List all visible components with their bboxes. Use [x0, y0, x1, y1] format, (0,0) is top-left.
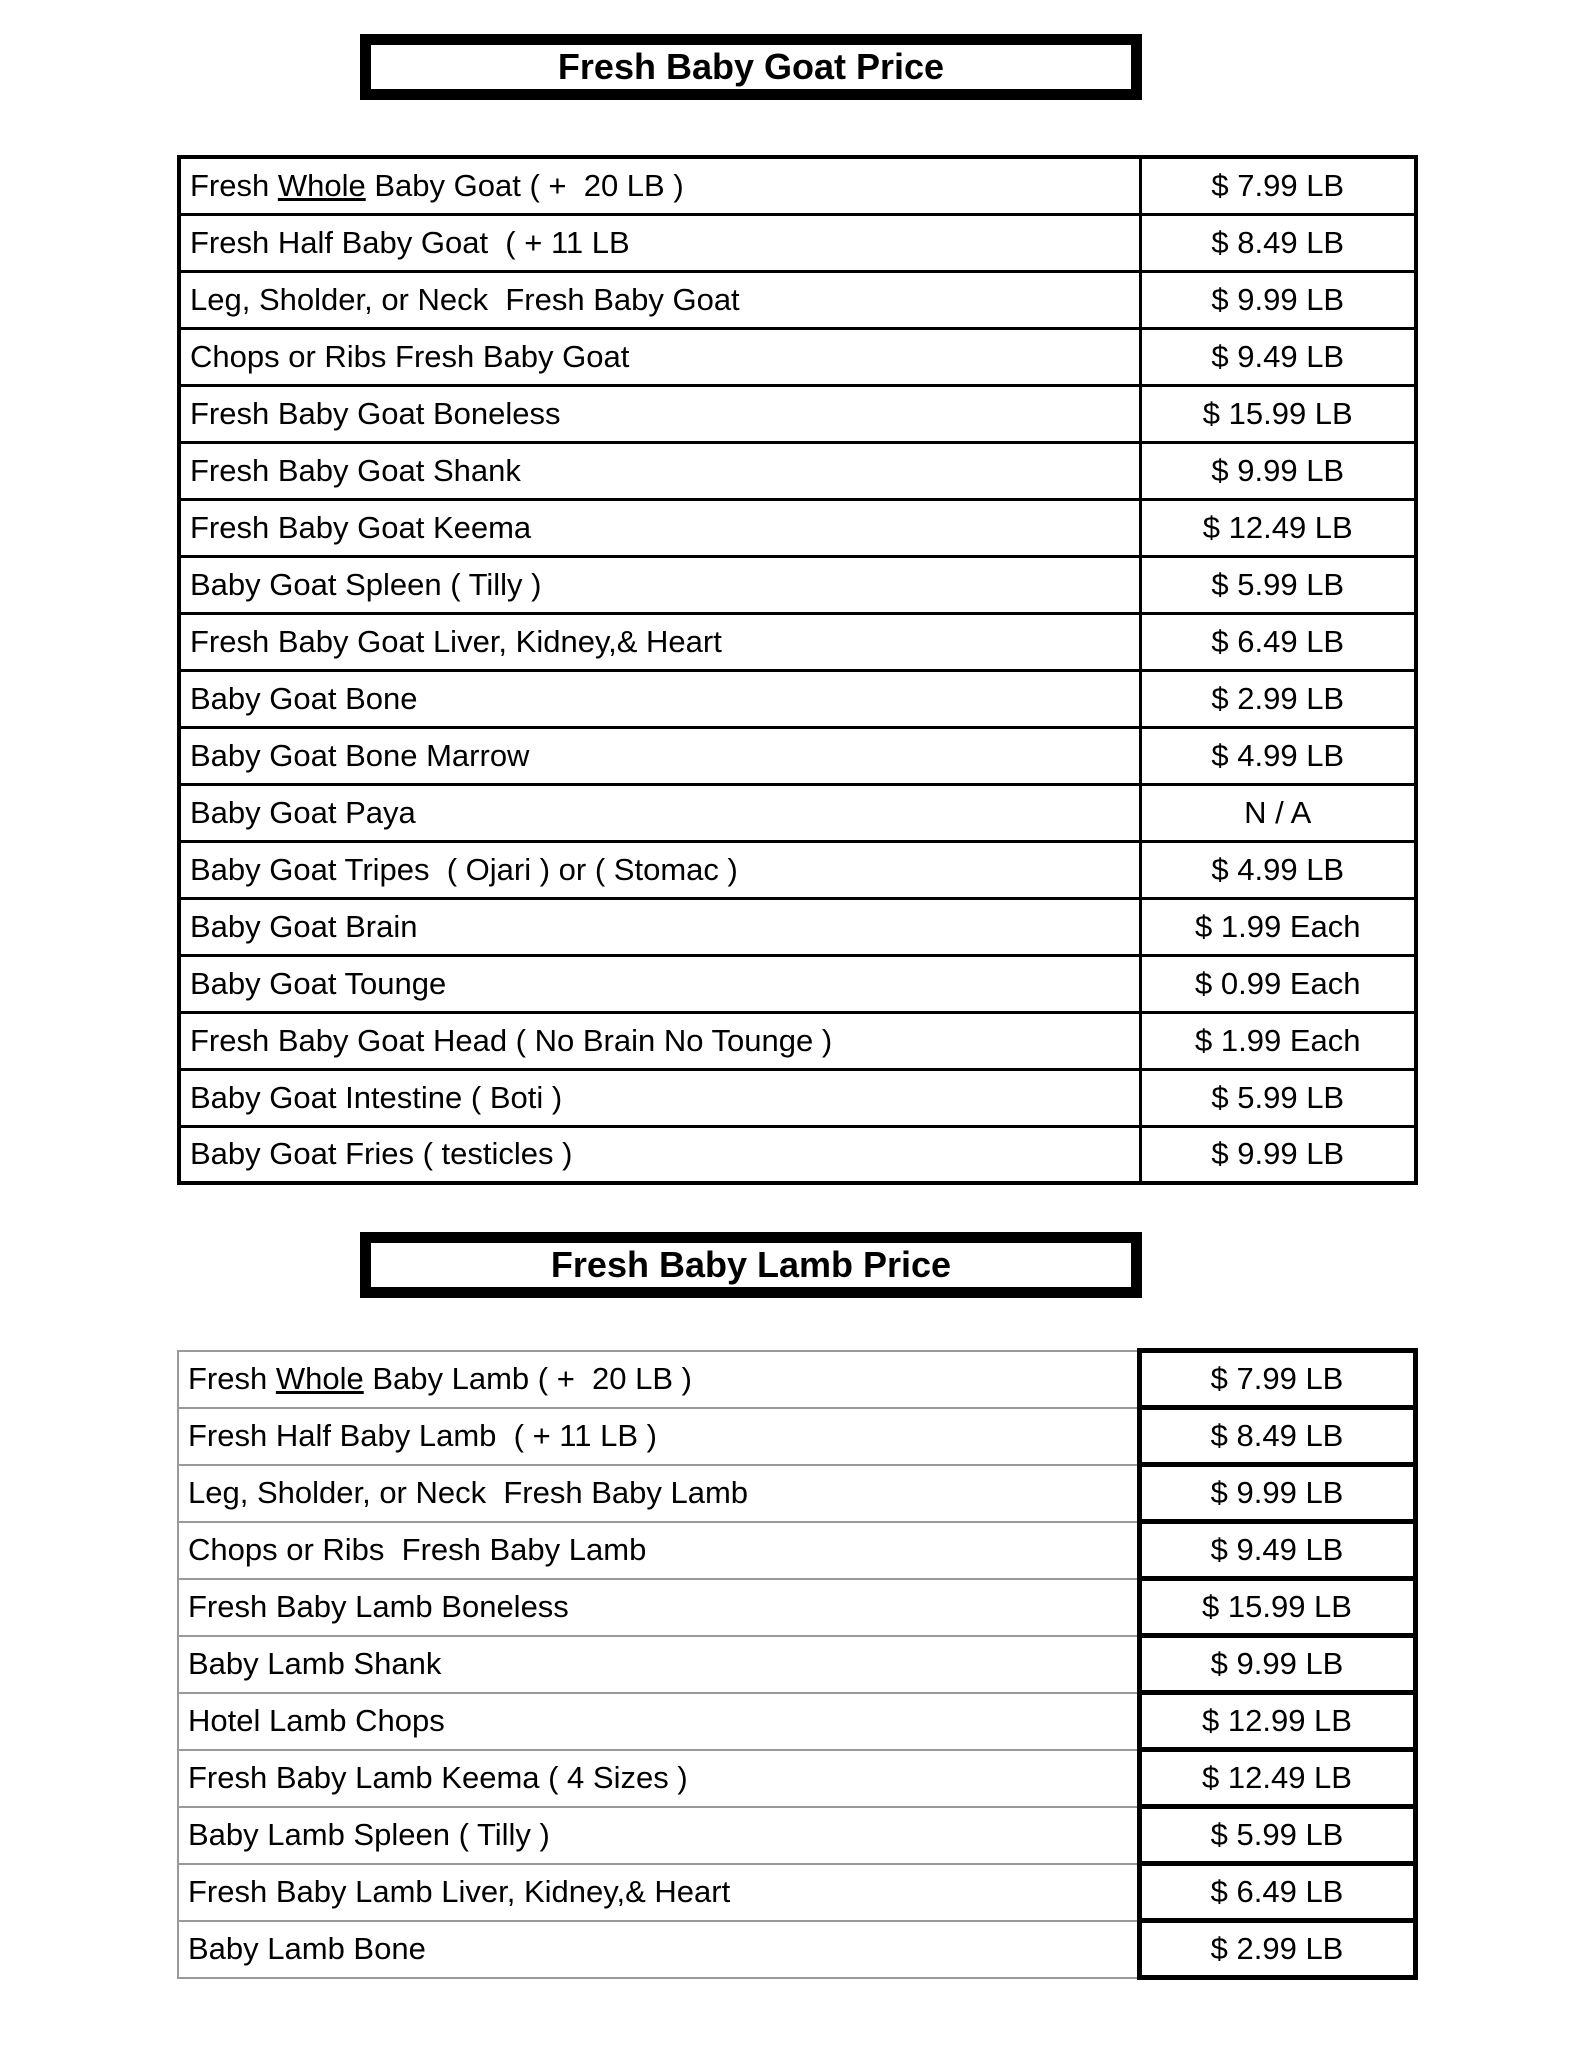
price-cell: $ 6.49 LB: [1140, 613, 1416, 670]
item-label: Fresh Half Baby Lamb ( + 11 LB ): [188, 1418, 657, 1453]
item-label: Leg, Sholder, or Neck Fresh Baby Lamb: [188, 1475, 749, 1510]
price-cell: $ 9.99 LB: [1139, 1636, 1415, 1693]
lamb-section-title-box: [360, 1232, 1142, 1298]
price-cell: $ 9.99 LB: [1140, 442, 1416, 499]
table-row: [179, 841, 1416, 898]
table-row: [179, 214, 1416, 271]
item-label: Fresh Baby Goat Head ( No Brain No Tounge ): [190, 1022, 833, 1058]
item-cell: [178, 1750, 1139, 1807]
goat-section-title-box: [360, 34, 1142, 100]
table-row: [179, 1069, 1416, 1126]
item-cell: [178, 1408, 1139, 1465]
item-cell: [179, 157, 1140, 214]
item-label: Chops or Ribs Fresh Baby Lamb: [188, 1532, 647, 1567]
item-cell: [179, 442, 1140, 499]
table-row: [178, 1351, 1415, 1408]
table-row: [178, 1636, 1415, 1693]
item-cell: [179, 499, 1140, 556]
price-cell: $ 8.49 LB: [1140, 214, 1416, 271]
table-row: [178, 1522, 1415, 1579]
item-cell: [179, 556, 1140, 613]
price-cell: $ 15.99 LB: [1139, 1579, 1415, 1636]
item-label: Baby Lamb Spleen ( Tilly ): [188, 1817, 550, 1852]
item-cell: [179, 784, 1140, 841]
price-cell: $ 2.99 LB: [1139, 1921, 1415, 1978]
item-label-underlined: Whole: [277, 167, 366, 203]
item-label: Fresh Half Baby Goat ( + 11 LB: [190, 224, 630, 260]
price-cell: $ 8.49 LB: [1139, 1408, 1415, 1465]
item-cell: [178, 1636, 1139, 1693]
table-row: [179, 898, 1416, 955]
item-label-underlined: Whole: [275, 1361, 364, 1396]
table-row: [179, 328, 1416, 385]
item-cell: [179, 841, 1140, 898]
table-row: [179, 727, 1416, 784]
table-row: [178, 1465, 1415, 1522]
item-cell: [179, 1126, 1140, 1183]
item-label: Fresh: [190, 167, 278, 203]
item-cell: [179, 214, 1140, 271]
item-cell: [179, 328, 1140, 385]
goat-section-title: Fresh Baby Goat Price: [557, 46, 945, 87]
item-cell: [178, 1921, 1139, 1978]
table-row: [179, 271, 1416, 328]
price-cell: $ 12.99 LB: [1139, 1693, 1415, 1750]
lamb-section-title: Fresh Baby Lamb Price: [550, 1244, 952, 1285]
item-cell: [179, 385, 1140, 442]
table-row: [179, 613, 1416, 670]
item-cell: [179, 955, 1140, 1012]
table-row: [178, 1807, 1415, 1864]
price-cell: $ 1.99 Each: [1140, 1012, 1416, 1069]
item-cell: [179, 1069, 1140, 1126]
price-cell: N / A: [1140, 784, 1416, 841]
goat-price-table: [177, 155, 1418, 1185]
item-cell: [178, 1522, 1139, 1579]
item-cell: [178, 1351, 1139, 1408]
table-row: [178, 1921, 1415, 1978]
price-cell: $ 7.99 LB: [1139, 1351, 1415, 1408]
price-cell: $ 1.99 Each: [1140, 898, 1416, 955]
item-cell: [178, 1693, 1139, 1750]
price-cell: $ 9.49 LB: [1140, 328, 1416, 385]
item-cell: [178, 1864, 1139, 1921]
table-row: [178, 1408, 1415, 1465]
table-row: [178, 1750, 1415, 1807]
table-row: [179, 556, 1416, 613]
item-cell: [178, 1465, 1139, 1522]
price-cell: $ 4.99 LB: [1140, 841, 1416, 898]
goat-table-body: [179, 157, 1416, 1183]
price-cell: $ 6.49 LB: [1139, 1864, 1415, 1921]
item-label: Leg, Sholder, or Neck Fresh Baby Goat: [190, 281, 740, 317]
item-cell: [179, 271, 1140, 328]
item-cell: [179, 613, 1140, 670]
price-cell: $ 7.99 LB: [1140, 157, 1416, 214]
table-row: [179, 670, 1416, 727]
item-cell: [179, 898, 1140, 955]
lamb-table-body: [178, 1351, 1415, 1978]
price-cell: $ 12.49 LB: [1139, 1750, 1415, 1807]
item-label: Baby Lamb Bone: [188, 1931, 426, 1966]
table-row: [179, 1126, 1416, 1183]
lamb-price-table: [177, 1348, 1418, 1980]
item-label-rest: Baby Lamb ( + 20 LB ): [363, 1361, 692, 1396]
price-cell: $ 4.99 LB: [1140, 727, 1416, 784]
price-cell: $ 9.99 LB: [1140, 1126, 1416, 1183]
item-label: Baby Goat Bone: [190, 680, 418, 716]
item-label: Baby Goat Bone Marrow: [190, 737, 530, 773]
item-label: Baby Goat Intestine ( Boti ): [190, 1079, 563, 1115]
table-row: [179, 499, 1416, 556]
item-label: Baby Goat Brain: [190, 908, 418, 944]
price-cell: $ 0.99 Each: [1140, 955, 1416, 1012]
table-row: [179, 385, 1416, 442]
item-label: Baby Goat Spleen ( Tilly ): [190, 566, 542, 602]
item-label: Fresh Baby Goat Shank: [190, 452, 521, 488]
price-cell: $ 5.99 LB: [1139, 1807, 1415, 1864]
item-cell: [179, 727, 1140, 784]
price-cell: $ 15.99 LB: [1140, 385, 1416, 442]
item-label: Fresh Baby Goat Keema: [190, 509, 532, 545]
price-cell: $ 9.99 LB: [1140, 271, 1416, 328]
table-row: [178, 1864, 1415, 1921]
price-cell: $ 9.49 LB: [1139, 1522, 1415, 1579]
item-label: Fresh: [188, 1361, 276, 1396]
item-cell: [178, 1807, 1139, 1864]
price-cell: $ 9.99 LB: [1139, 1465, 1415, 1522]
item-label: Baby Goat Tripes ( Ojari ) or ( Stomac ): [190, 851, 738, 887]
table-row: [179, 784, 1416, 841]
price-cell: $ 2.99 LB: [1140, 670, 1416, 727]
table-row: [179, 1012, 1416, 1069]
item-label: Fresh Baby Goat Boneless: [190, 395, 561, 431]
item-cell: [179, 670, 1140, 727]
item-label: Hotel Lamb Chops: [188, 1703, 445, 1738]
item-label: Fresh Baby Lamb Boneless: [188, 1589, 569, 1624]
item-label: Fresh Baby Goat Liver, Kidney,& Heart: [190, 623, 722, 659]
item-label: Fresh Baby Lamb Liver, Kidney,& Heart: [188, 1874, 731, 1909]
item-label: Baby Goat Fries ( testicles ): [190, 1136, 573, 1172]
item-label: Fresh Baby Lamb Keema ( 4 Sizes ): [188, 1760, 688, 1795]
item-label: Chops or Ribs Fresh Baby Goat: [190, 338, 630, 374]
item-label: Baby Lamb Shank: [188, 1646, 442, 1681]
price-cell: $ 5.99 LB: [1140, 1069, 1416, 1126]
item-cell: [179, 1012, 1140, 1069]
price-cell: $ 5.99 LB: [1140, 556, 1416, 613]
item-cell: [178, 1579, 1139, 1636]
item-label: Baby Goat Paya: [190, 794, 416, 830]
price-cell: $ 12.49 LB: [1140, 499, 1416, 556]
table-row: [179, 955, 1416, 1012]
table-row: [179, 442, 1416, 499]
table-row: [179, 157, 1416, 214]
item-label: Baby Goat Tounge: [190, 965, 447, 1001]
item-label-rest: Baby Goat ( + 20 LB ): [365, 167, 684, 203]
table-row: [178, 1579, 1415, 1636]
table-row: [178, 1693, 1415, 1750]
